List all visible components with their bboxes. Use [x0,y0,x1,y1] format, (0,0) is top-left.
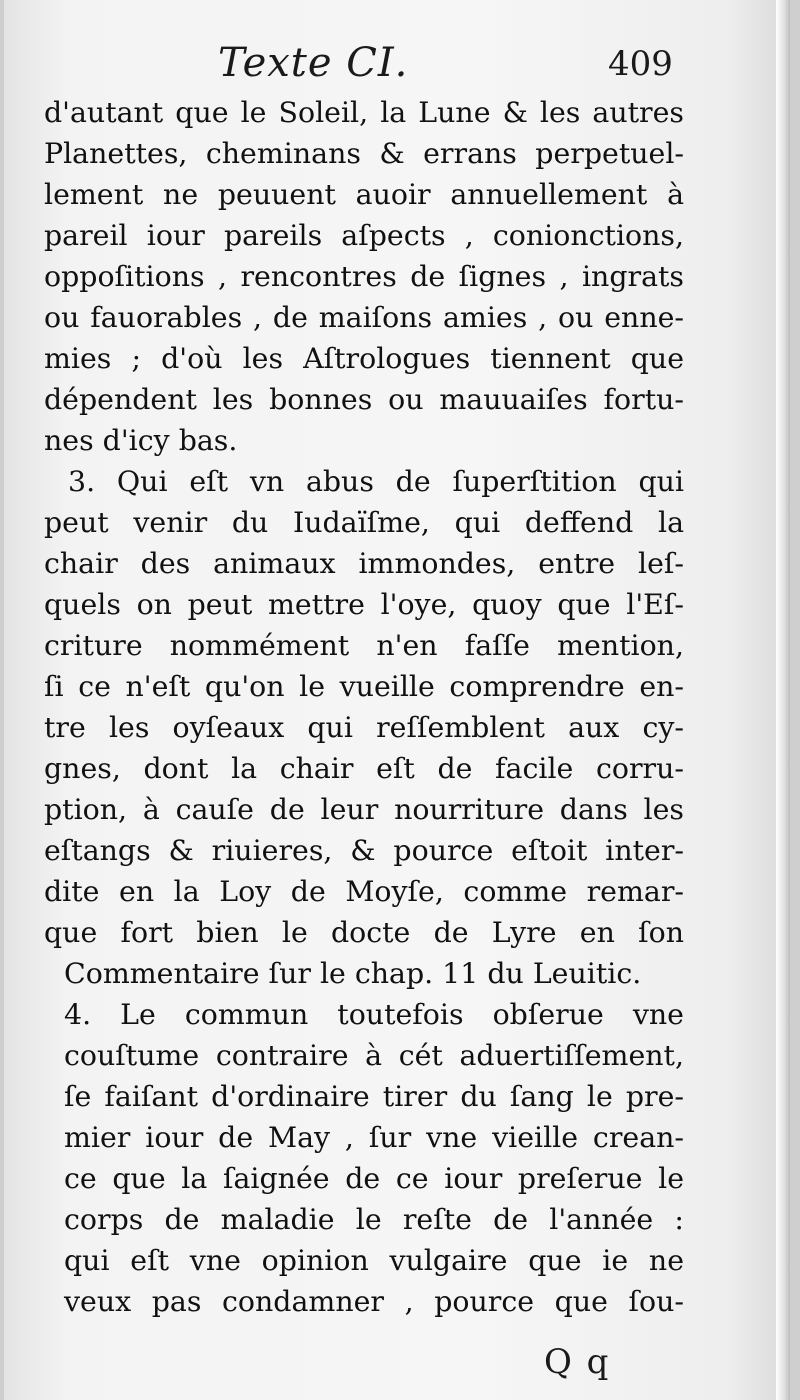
text-line: d'autant que le Soleil, la Lune & les autres [44,96,684,129]
text-line: gnes, dont la chair eſt de facile corru- [44,752,684,785]
text-line: oppoſitions , rencontres de ſignes , ingrats [44,260,684,293]
book-page [4,0,790,1400]
text-line: ſi ce n'eſt qu'on le vueille comprendre en- [44,670,684,703]
text-line: que fort bien le docte de Lyre en ſon [44,916,684,949]
text-line: criture nommément n'en faſſe mention, [44,629,684,662]
text-line: qui eſt vne opinion vulgaire que ie ne [64,1244,684,1277]
text-line: veux pas condamner , pource que ſou- [64,1285,684,1318]
signature-mark: Q q [544,1342,611,1382]
text-line: ce que la ſaignée de ce iour preſerue le [64,1162,684,1195]
text-line: dite en la Loy de Moyſe, comme remar- [44,875,684,908]
text-line: nes d'icy bas. [44,424,238,457]
text-line: mier iour de May , ſur vne vieille crean- [64,1121,684,1154]
text-line: Commentaire ſur le chap. 11 du Leuitic. [64,957,642,990]
text-line: mies ; d'où les Aſtrologues tiennent que [44,342,684,375]
text-line: eſtangs & riuieres, & pource eſtoit inter- [44,834,684,867]
running-title: Texte CI. [218,40,409,86]
text-line: lement ne peuuent auoir annuellement à [44,178,684,211]
page-number: 409 [608,44,673,84]
text-line: dépendent les bonnes ou mauuaiſes fortu- [44,383,684,416]
body-text [44,92,684,1322]
text-line: peut venir du Iudaïſme, qui deffend la [44,506,684,539]
text-line: ption, à cauſe de leur nourriture dans les [44,793,684,826]
text-line: tre les oyſeaux qui reſſemblent aux cy- [44,711,684,744]
text-line: pareil iour pareils aſpects , conionctions, [44,219,684,252]
text-line: corps de maladie le reſte de l'année : [64,1203,684,1236]
paragraph-start-4: 4. Le commun toutefois obſerue vne [64,998,684,1031]
page-edge-shadow [776,0,790,1400]
text-line: ou fauorables , de maiſons amies , ou enne- [44,301,684,334]
text-line: quels on peut mettre l'oye, quoy que l'Eſ- [44,588,684,621]
text-line: ſe faiſant d'ordinaire tirer du ſang le pre- [64,1080,684,1113]
text-line: chair des animaux immondes, entre leſ- [44,547,684,580]
text-line: couſtume contraire à cét aduertiſſement, [64,1039,684,1072]
text-line: Planettes, cheminans & errans perpetuel- [44,137,684,170]
paragraph-start-3: 3. Qui eſt vn abus de ſuperſtition qui [68,465,684,498]
